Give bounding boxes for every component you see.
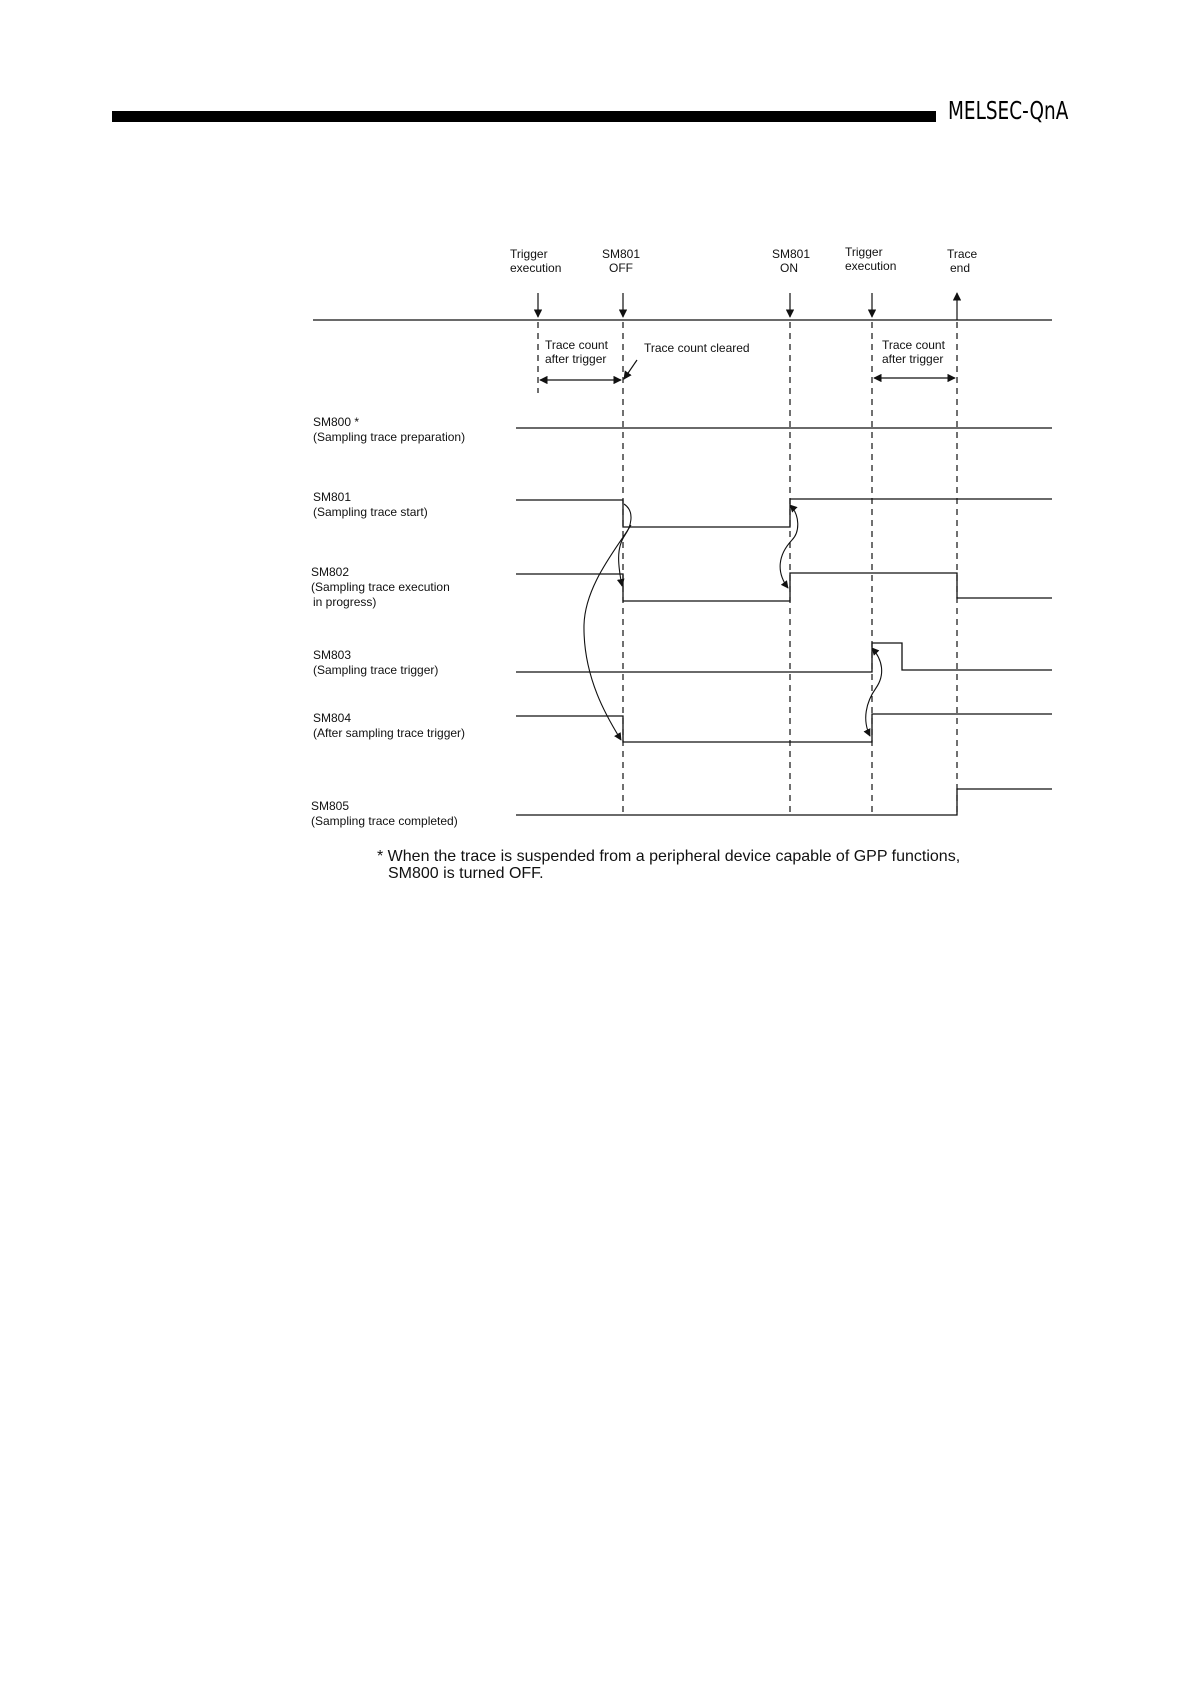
causality-arrows: [584, 504, 882, 740]
signal-sm802-desc: (Sampling trace execution: [311, 580, 450, 594]
signal-sm800-name: SM800 *: [313, 415, 360, 429]
footnote-line1: * When the trace is suspended from a peripheral device capable of GPP functions,: [377, 848, 961, 865]
trace-count-cleared-label: Trace count cleared: [644, 341, 750, 355]
marker-sm801-on-line2: ON: [780, 261, 798, 275]
marker-trigger-2-line1: Trigger: [845, 245, 883, 259]
signal-sm805-name: SM805: [311, 799, 350, 813]
marker-labels: [510, 245, 978, 275]
marker-trace-end-line2: end: [950, 261, 971, 275]
product-title: MELSEC-QnA: [948, 96, 1069, 125]
waveform-sm801: [516, 499, 1052, 527]
count-left-line1: Trace count: [545, 338, 608, 352]
signal-labels: [311, 415, 465, 828]
signal-sm804-desc: (After sampling trace trigger): [313, 726, 466, 740]
footnote-line2: SM800 is turned OFF.: [388, 865, 544, 882]
count-right-line1: Trace count: [882, 338, 945, 352]
signal-sm800-desc: (Sampling trace preparation): [313, 430, 466, 444]
count-left-line2: after trigger: [545, 352, 607, 366]
signal-sm801-name: SM801: [313, 490, 352, 504]
marker-sm801-off-line2: OFF: [609, 261, 633, 275]
count-right-line2: after trigger: [882, 352, 944, 366]
waveforms: [516, 428, 1052, 815]
signal-sm803-name: SM803: [313, 648, 352, 662]
signal-sm802-name: SM802: [311, 565, 350, 579]
waveform-sm803: [516, 643, 1052, 672]
marker-sm801-off-line1: SM801: [602, 247, 641, 261]
marker-sm801-on-line1: SM801: [772, 247, 811, 261]
marker-trigger-1-line1: Trigger: [510, 247, 548, 261]
marker-trigger-2-line2: execution: [845, 259, 897, 273]
waveform-sm802: [516, 573, 1052, 601]
signal-sm801-desc: (Sampling trace start): [313, 505, 428, 519]
signal-sm804-name: SM804: [313, 711, 352, 725]
curve-sm803-to-sm804: [866, 648, 882, 736]
curve-sm801-to-sm804: [584, 525, 631, 740]
annotations: [540, 338, 955, 380]
signal-sm802-desc2: in progress): [313, 595, 377, 609]
marker-trace-end-line1: Trace: [947, 247, 978, 261]
curve-sm801-to-sm802: [619, 504, 631, 586]
waveform-sm804: [516, 714, 1052, 742]
signal-sm803-desc: (Sampling trace trigger): [313, 663, 439, 677]
cleared-pointer: [624, 360, 637, 379]
curve-sm801-on-to-sm802: [780, 505, 798, 588]
marker-trigger-1-line2: execution: [510, 261, 562, 275]
waveform-sm805: [516, 789, 1052, 815]
signal-sm805-desc: (Sampling trace completed): [311, 814, 458, 828]
marker-arrows: [538, 293, 957, 320]
